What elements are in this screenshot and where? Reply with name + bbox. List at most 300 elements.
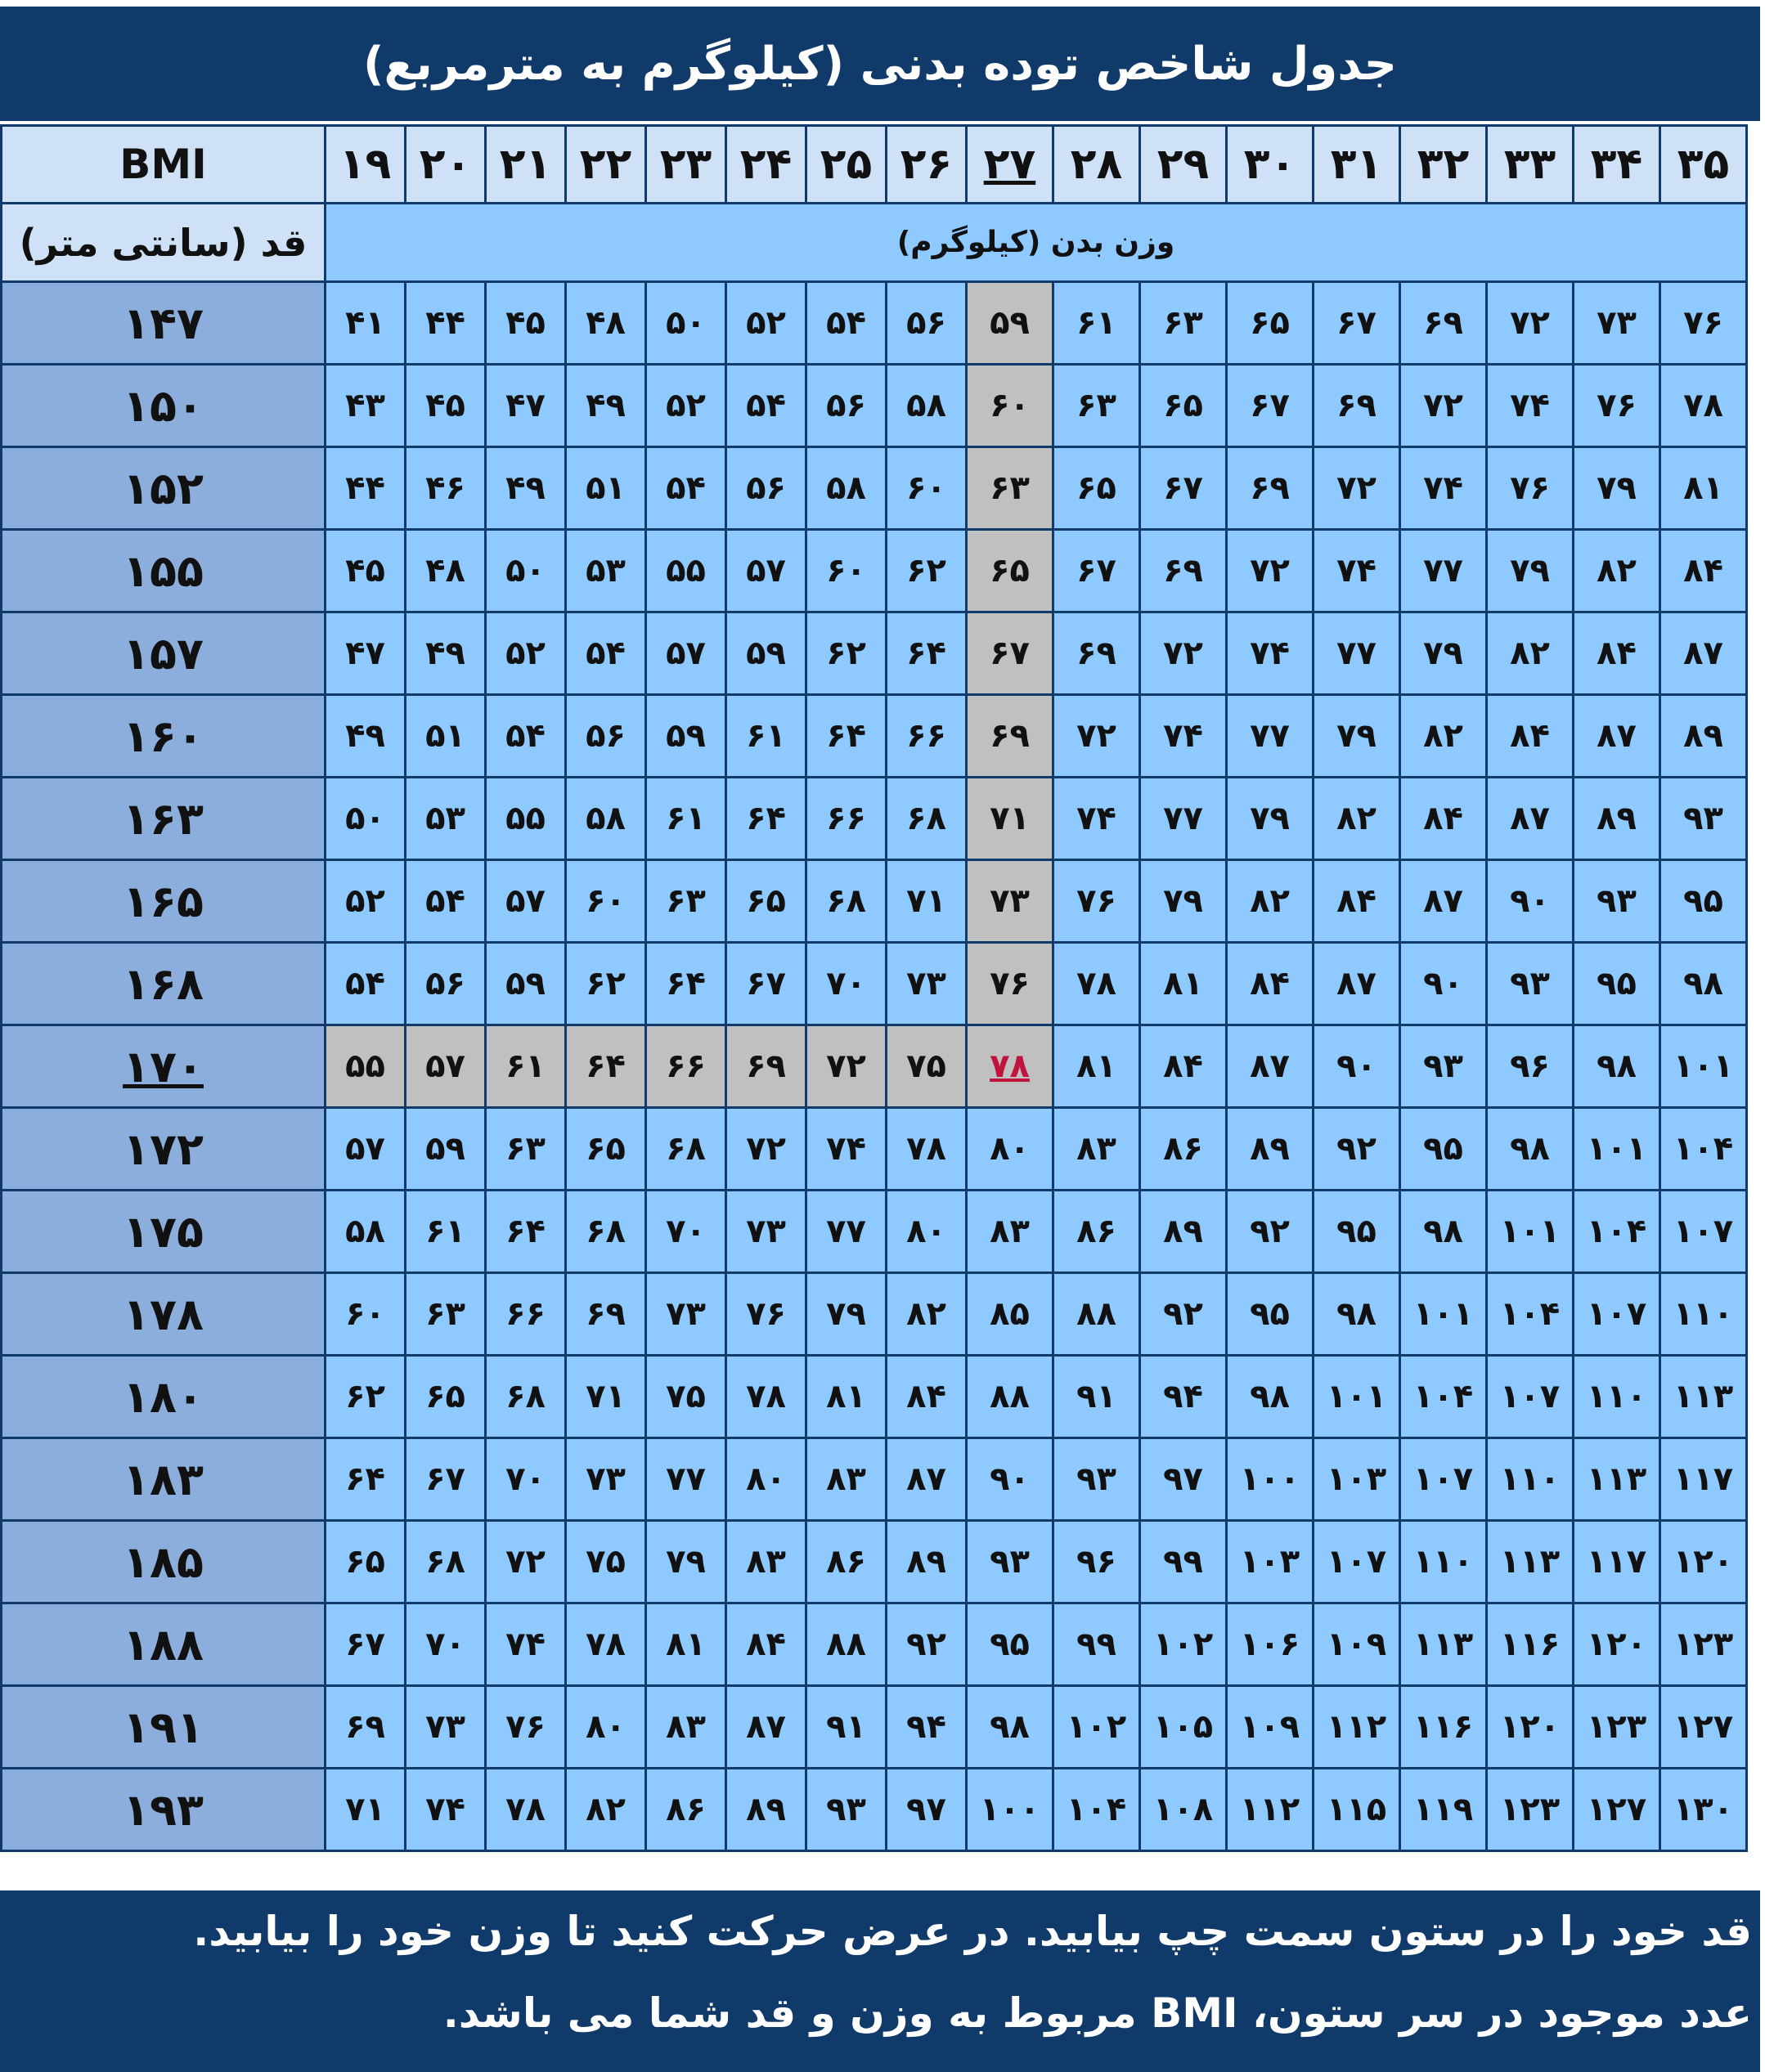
weight-cell: ۶۰ [566,860,646,943]
table-row [2,365,1747,447]
weight-cell: ۵۷ [726,530,806,612]
weight-cell: ۸۱ [1660,447,1747,530]
bmi-value-header: ۳۰ [1227,126,1314,204]
weight-cell: ۷۸ [1053,943,1140,1025]
bmi-label: BMI [2,126,326,204]
weight-cell: ۶۶ [486,1273,566,1356]
table-row [2,1769,1747,1851]
weight-cell: ۵۸ [806,447,887,530]
weight-cell: ۷۲ [726,1108,806,1191]
weight-cell: ۱۲۳ [1574,1686,1660,1769]
weight-cell: ۵۴ [326,943,406,1025]
height-value: ۱۹۱ [2,1686,326,1769]
weight-cell: ۵۲ [486,612,566,695]
weight-cell: ۴۸ [566,282,646,365]
weight-cell: ۱۱۰ [1574,1356,1660,1438]
weight-cell: ۸۴ [726,1603,806,1686]
weight-cell: ۵۴ [406,860,486,943]
weight-cell: ۷۴ [1227,612,1314,695]
height-column-label: قد (سانتی متر) [2,204,326,282]
bmi-value-header: ۲۳ [646,126,726,204]
weight-cell: ۶۸ [566,1191,646,1273]
weight-cell: ۱۰۴ [1400,1356,1487,1438]
weight-cell: ۸۰ [967,1108,1053,1191]
weight-cell: ۶۷ [726,943,806,1025]
weight-cell: ۶۲ [326,1356,406,1438]
title-text: جدول شاخص توده بدنی (کیلوگرم به مترمربع) [362,37,1398,91]
weight-cell: ۴۶ [406,447,486,530]
weight-cell: ۶۱ [486,1025,566,1108]
weight-cell: ۱۱۵ [1314,1769,1400,1851]
weight-cell: ۷۷ [806,1191,887,1273]
weight-cell: ۴۷ [326,612,406,695]
weight-cell: ۶۷ [1140,447,1227,530]
weight-cell: ۵۶ [566,695,646,778]
weight-cell: ۶۱ [646,778,726,860]
weight-cell: ۱۱۶ [1400,1686,1487,1769]
weight-cell: ۶۲ [566,943,646,1025]
weight-cell: ۹۵ [1574,943,1660,1025]
weight-cell: ۷۲ [806,1025,887,1108]
height-value: ۱۴۷ [2,282,326,365]
weight-cell: ۶۳ [646,860,726,943]
weight-cell: ۸۶ [646,1769,726,1851]
bmi-value-header: ۲۴ [726,126,806,204]
weight-cell: ۱۰۱ [1487,1191,1574,1273]
weight-cell: ۸۰ [566,1686,646,1769]
weight-cell: ۷۶ [967,943,1053,1025]
weight-cell: ۴۵ [326,530,406,612]
weight-cell: ۱۱۷ [1660,1438,1747,1521]
weight-cell: ۶۰ [967,365,1053,447]
weight-caption: وزن بدن (کیلوگرم) [326,204,1747,282]
weight-cell: ۸۹ [1660,695,1747,778]
weight-cell: ۶۹ [1227,447,1314,530]
weight-cell: ۹۴ [1140,1356,1227,1438]
weight-cell: ۵۹ [486,943,566,1025]
height-value: ۱۸۰ [2,1356,326,1438]
height-value: ۱۷۲ [2,1108,326,1191]
weight-cell: ۸۰ [726,1438,806,1521]
weight-cell: ۵۷ [326,1108,406,1191]
weight-cell: ۶۸ [486,1356,566,1438]
weight-cell: ۷۸ [887,1108,967,1191]
weight-cell: ۸۴ [1660,530,1747,612]
weight-cell: ۵۷ [406,1025,486,1108]
weight-cell: ۶۹ [1314,365,1400,447]
table-row [2,1025,1747,1108]
table-row [2,695,1747,778]
weight-cell: ۵۰ [326,778,406,860]
weight-cell: ۸۸ [967,1356,1053,1438]
weight-cell: ۶۹ [726,1025,806,1108]
bmi-value-header: ۲۱ [486,126,566,204]
height-value: ۱۶۸ [2,943,326,1025]
weight-cell: ۷۳ [1574,282,1660,365]
weight-cell: ۱۲۰ [1660,1521,1747,1603]
weight-cell: ۸۴ [1314,860,1400,943]
table-row [2,1108,1747,1191]
weight-cell: ۹۱ [1053,1356,1140,1438]
weight-cell: ۶۸ [646,1108,726,1191]
weight-cell: ۸۷ [1400,860,1487,943]
weight-cell: ۱۲۷ [1660,1686,1747,1769]
weight-cell: ۷۶ [1487,447,1574,530]
weight-cell: ۱۰۱ [1660,1025,1747,1108]
weight-cell: ۵۳ [566,530,646,612]
weight-cell: ۶۴ [486,1191,566,1273]
weight-cell: ۱۱۳ [1487,1521,1574,1603]
height-value: ۱۸۵ [2,1521,326,1603]
table-row [2,612,1747,695]
weight-cell: ۸۱ [1053,1025,1140,1108]
table-row [2,1273,1747,1356]
weight-cell: ۹۰ [1314,1025,1400,1108]
weight-cell: ۷۵ [887,1025,967,1108]
weight-cell: ۸۷ [1487,778,1574,860]
weight-cell: ۹۳ [806,1769,887,1851]
weight-cell: ۹۹ [1053,1603,1140,1686]
weight-cell: ۶۴ [806,695,887,778]
weight-cell: ۷۷ [1227,695,1314,778]
weight-cell: ۴۵ [406,365,486,447]
weight-cell: ۶۷ [1227,365,1314,447]
weight-cell: ۷۲ [1140,612,1227,695]
weight-cell: ۶۷ [1053,530,1140,612]
weight-cell: ۸۹ [726,1769,806,1851]
weight-cell: ۷۲ [1487,282,1574,365]
weight-cell: ۴۵ [486,282,566,365]
weight-cell: ۴۷ [486,365,566,447]
weight-cell: ۹۵ [967,1603,1053,1686]
bmi-table [0,124,1748,1852]
weight-cell: ۹۳ [967,1521,1053,1603]
weight-cell: ۵۸ [326,1191,406,1273]
weight-cell: ۶۴ [887,612,967,695]
weight-cell: ۶۳ [1140,282,1227,365]
weight-cell: ۸۳ [806,1438,887,1521]
height-value: ۱۵۰ [2,365,326,447]
weight-cell: ۸۶ [806,1521,887,1603]
weight-cell: ۵۱ [406,695,486,778]
weight-cell: ۵۵ [646,530,726,612]
weight-cell: ۱۱۹ [1400,1769,1487,1851]
weight-cell: ۸۷ [887,1438,967,1521]
table-row [2,1356,1747,1438]
weight-cell: ۶۴ [566,1025,646,1108]
weight-cell: ۵۴ [646,447,726,530]
weight-cell: ۷۲ [1314,447,1400,530]
weight-cell: ۹۵ [1400,1108,1487,1191]
weight-cell: ۱۰۸ [1140,1769,1227,1851]
weight-cell: ۷۰ [406,1603,486,1686]
weight-cell: ۱۱۳ [1660,1356,1747,1438]
weight-cell: ۵۵ [326,1025,406,1108]
weight-cell: ۵۹ [967,282,1053,365]
weight-cell: ۸۷ [726,1686,806,1769]
weight-cell: ۱۰۲ [1053,1686,1140,1769]
weight-cell: ۸۸ [806,1603,887,1686]
weight-cell: ۹۸ [967,1686,1053,1769]
weight-cell: ۹۲ [1314,1108,1400,1191]
weight-cell: ۸۹ [1140,1191,1227,1273]
weight-cell: ۸۱ [806,1356,887,1438]
weight-cell: ۷۴ [1487,365,1574,447]
weight-cell: ۹۰ [1400,943,1487,1025]
weight-cell: ۷۷ [1400,530,1487,612]
weight-cell: ۹۵ [1660,860,1747,943]
bmi-value-header: ۲۲ [566,126,646,204]
weight-cell: ۱۱۳ [1574,1438,1660,1521]
table-row [2,778,1747,860]
weight-cell: ۶۷ [326,1603,406,1686]
weight-cell: ۷۱ [887,860,967,943]
height-value: ۱۸۳ [2,1438,326,1521]
weight-cell: ۸۳ [646,1686,726,1769]
weight-cell: ۷۰ [646,1191,726,1273]
weight-cell: ۸۲ [887,1273,967,1356]
weight-cell: ۸۸ [1053,1273,1140,1356]
weight-cell: ۶۹ [967,695,1053,778]
weight-cell: ۹۳ [1574,860,1660,943]
weight-cell: ۶۱ [1053,282,1140,365]
weight-cell: ۱۰۷ [1314,1521,1400,1603]
weight-cell: ۱۰۳ [1227,1521,1314,1603]
instruction-line-2: عدد موجود در سر ستون، BMI مربوط به وزن و قد شما می باشد. [442,1989,1752,2037]
weight-cell: ۶۵ [1227,282,1314,365]
weight-cell: ۷۳ [726,1191,806,1273]
weight-cell: ۷۳ [887,943,967,1025]
weight-cell: ۱۱۰ [1400,1521,1487,1603]
weight-cell: ۱۲۳ [1487,1769,1574,1851]
weight-cell: ۷۹ [1487,530,1574,612]
weight-cell: ۷۰ [486,1438,566,1521]
weight-cell: ۴۹ [486,447,566,530]
weight-cell: ۵۹ [646,695,726,778]
weight-cell: ۹۵ [1227,1273,1314,1356]
bmi-value-header: ۲۷ [967,126,1053,204]
weight-cell: ۸۷ [1574,695,1660,778]
weight-cell: ۹۲ [1140,1273,1227,1356]
weight-cell: ۷۶ [726,1273,806,1356]
weight-cell: ۱۲۷ [1574,1769,1660,1851]
weight-cell: ۱۰۰ [1227,1438,1314,1521]
weight-cell: ۶۵ [566,1108,646,1191]
weight-cell: ۷۵ [646,1356,726,1438]
weight-cell: ۱۰۷ [1660,1191,1747,1273]
weight-cell: ۶۳ [1053,365,1140,447]
height-value: ۱۶۵ [2,860,326,943]
weight-cell: ۴۳ [326,365,406,447]
weight-cell: ۵۹ [726,612,806,695]
weight-cell: ۹۶ [1053,1521,1140,1603]
weight-cell: ۸۴ [1227,943,1314,1025]
weight-cell: ۷۹ [1574,447,1660,530]
weight-cell: ۷۶ [1660,282,1747,365]
weight-cell: ۶۵ [1053,447,1140,530]
weight-cell: ۱۰۵ [1140,1686,1227,1769]
bmi-value-header: ۲۹ [1140,126,1227,204]
weight-cell: ۷۹ [1140,860,1227,943]
weight-cell: ۷۲ [486,1521,566,1603]
weight-cell: ۶۵ [967,530,1053,612]
weight-cell: ۶۲ [887,530,967,612]
weight-cell: ۱۰۰ [967,1769,1053,1851]
height-value: ۱۶۳ [2,778,326,860]
weight-cell: ۹۱ [806,1686,887,1769]
weight-cell: ۷۸ [967,1025,1053,1108]
weight-cell: ۷۶ [1574,365,1660,447]
weight-cell: ۵۴ [806,282,887,365]
weight-cell: ۴۹ [406,612,486,695]
weight-cell: ۵۹ [406,1108,486,1191]
weight-cell: ۷۴ [1140,695,1227,778]
weight-cell: ۷۳ [406,1686,486,1769]
weight-cell: ۴۹ [566,365,646,447]
height-value: ۱۸۸ [2,1603,326,1686]
weight-cell: ۴۱ [326,282,406,365]
height-value: ۱۷۰ [2,1025,326,1108]
height-value: ۱۵۲ [2,447,326,530]
weight-cell: ۶۷ [967,612,1053,695]
bmi-value-header: ۱۹ [326,126,406,204]
weight-cell: ۵۶ [726,447,806,530]
weight-cell: ۸۴ [887,1356,967,1438]
weight-cell: ۶۸ [406,1521,486,1603]
weight-cell: ۷۳ [967,860,1053,943]
weight-cell: ۷۲ [1227,530,1314,612]
weight-cell: ۶۵ [1140,365,1227,447]
weight-cell: ۶۹ [326,1686,406,1769]
weight-cell: ۷۸ [566,1603,646,1686]
table-row [2,1686,1747,1769]
weight-cell: ۹۳ [1487,943,1574,1025]
page-title [0,7,1760,121]
weight-cell: ۷۲ [1053,695,1140,778]
weight-cell: ۱۱۶ [1487,1603,1574,1686]
weight-cell: ۱۰۷ [1400,1438,1487,1521]
weight-cell: ۸۶ [1140,1108,1227,1191]
weight-cell: ۴۴ [326,447,406,530]
weight-cell: ۹۷ [1140,1438,1227,1521]
weight-cell: ۵۸ [887,365,967,447]
weight-cell: ۷۳ [646,1273,726,1356]
weight-cell: ۷۴ [1314,530,1400,612]
weight-cell: ۸۱ [1140,943,1227,1025]
weight-cell: ۷۷ [646,1438,726,1521]
weight-cell: ۶۹ [1053,612,1140,695]
weight-cell: ۴۹ [326,695,406,778]
bmi-value-header: ۳۵ [1660,126,1747,204]
weight-cell: ۸۴ [1487,695,1574,778]
weight-cell: ۹۰ [967,1438,1053,1521]
weight-cell: ۹۸ [1660,943,1747,1025]
instruction-line-1: قد خود را در ستون سمت چپ بیابید. در عرض حرکت کنید تا وزن خود را بیابید. [193,1908,1752,1955]
table-row [2,530,1747,612]
weight-cell: ۵۲ [326,860,406,943]
weight-cell: ۱۰۴ [1487,1273,1574,1356]
caption-row [2,204,1747,282]
weight-cell: ۸۴ [1140,1025,1227,1108]
bmi-value-header: ۳۲ [1400,126,1487,204]
bmi-value-header: ۲۵ [806,126,887,204]
weight-cell: ۵۶ [406,943,486,1025]
bmi-value-header: ۳۴ [1574,126,1660,204]
weight-cell: ۱۱۲ [1227,1769,1314,1851]
weight-cell: ۱۰۷ [1487,1356,1574,1438]
table-row [2,860,1747,943]
weight-cell: ۷۹ [1227,778,1314,860]
height-value: ۱۵۵ [2,530,326,612]
weight-cell: ۱۰۱ [1574,1108,1660,1191]
weight-cell: ۶۵ [406,1356,486,1438]
weight-cell: ۶۶ [806,778,887,860]
weight-cell: ۷۷ [1314,612,1400,695]
weight-cell: ۶۵ [726,860,806,943]
bmi-value-header: ۲۸ [1053,126,1140,204]
table-row [2,1603,1747,1686]
weight-cell: ۶۲ [806,612,887,695]
weight-cell: ۸۷ [1660,612,1747,695]
weight-cell: ۷۴ [406,1769,486,1851]
weight-cell: ۶۱ [406,1191,486,1273]
weight-cell: ۱۱۰ [1660,1273,1747,1356]
weight-cell: ۸۴ [1574,612,1660,695]
weight-cell: ۹۸ [1574,1025,1660,1108]
weight-cell: ۶۴ [726,778,806,860]
weight-cell: ۱۰۷ [1574,1273,1660,1356]
weight-cell: ۱۰۹ [1227,1686,1314,1769]
weight-cell: ۷۰ [806,943,887,1025]
table-row [2,943,1747,1025]
weight-cell: ۸۹ [1227,1108,1314,1191]
weight-cell: ۶۰ [806,530,887,612]
height-value: ۱۵۷ [2,612,326,695]
weight-cell: ۵۰ [646,282,726,365]
instructions-footer [0,1890,1760,2072]
weight-cell: ۱۲۰ [1487,1686,1574,1769]
height-value: ۱۷۸ [2,1273,326,1356]
weight-cell: ۹۳ [1660,778,1747,860]
weight-cell: ۷۸ [726,1356,806,1438]
weight-cell: ۱۰۱ [1400,1273,1487,1356]
table-row [2,1191,1747,1273]
table-row [2,447,1747,530]
weight-cell: ۶۳ [967,447,1053,530]
weight-cell: ۷۴ [1400,447,1487,530]
weight-cell: ۱۰۹ [1314,1603,1400,1686]
weight-cell: ۶۰ [887,447,967,530]
weight-cell: ۹۳ [1400,1025,1487,1108]
weight-cell: ۶۷ [1314,282,1400,365]
weight-cell: ۱۱۳ [1400,1603,1487,1686]
weight-cell: ۷۱ [326,1769,406,1851]
weight-cell: ۷۳ [566,1438,646,1521]
weight-cell: ۶۷ [406,1438,486,1521]
bmi-header-row [2,126,1747,204]
weight-cell: ۶۸ [887,778,967,860]
weight-cell: ۹۵ [1314,1191,1400,1273]
weight-cell: ۸۷ [1227,1025,1314,1108]
weight-cell: ۶۴ [326,1438,406,1521]
weight-cell: ۶۹ [1140,530,1227,612]
table-row [2,282,1747,365]
weight-cell: ۵۷ [646,612,726,695]
weight-cell: ۵۷ [486,860,566,943]
weight-cell: ۷۸ [486,1769,566,1851]
weight-cell: ۶۶ [646,1025,726,1108]
weight-cell: ۵۵ [486,778,566,860]
